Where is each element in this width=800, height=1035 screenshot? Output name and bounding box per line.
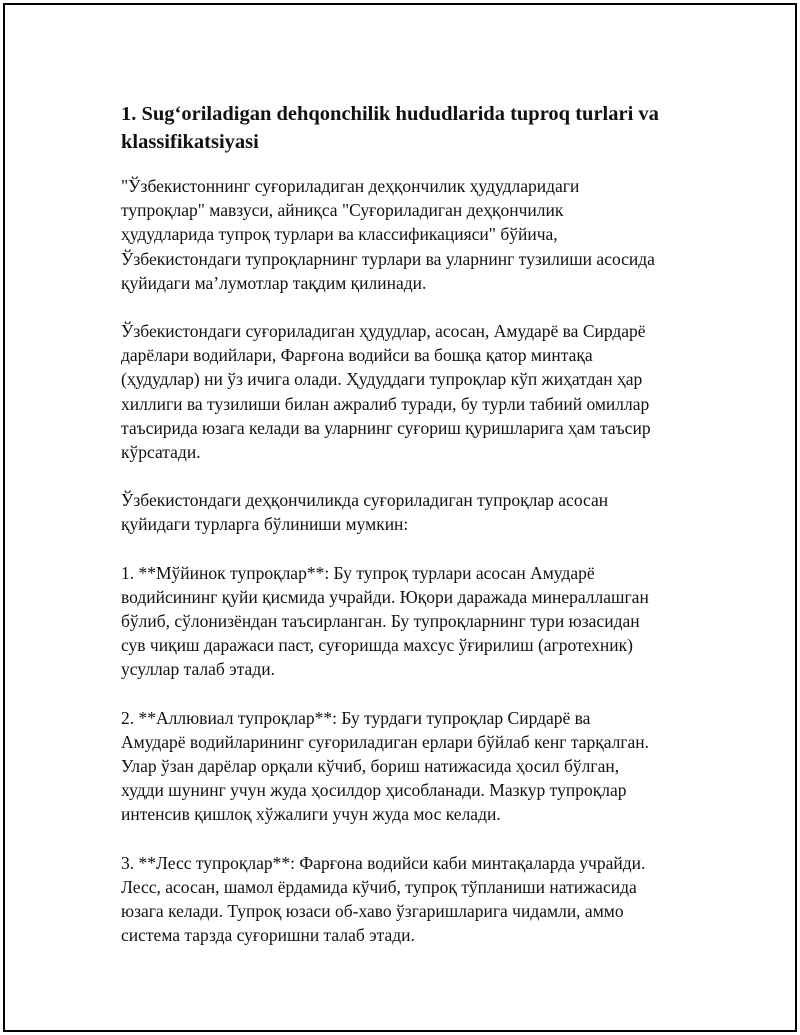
paragraph-intro: "Ўзбекистоннинг суғориладиган деҳқончилик ҳудудларидаги тупроқлар" мавзуси, айниқса "Суғориладиган деҳқончилик ҳудудларида тупроқ турлари ва классификацияси" бўйича, Ўзбекистондаги тупроқларнинг турлари ва уларнинг тузилиши асосида қуйидаги маʼлумотлар тақдим қилинади. bbox=[121, 176, 655, 293]
paragraph-soil-types-intro: Ўзбекистондаги деҳқончиликда суғориладиган тупроқлар асосан қуйидаги турларга бўлиниши мумкин: bbox=[121, 490, 609, 535]
list-item-moyinok-soils: 1. **Мўйинок тупроқлар**: Бу тупроқ турлари асосан Амударё водийсининг қуйи қисмида учрайди. Юқори даражада минераллашган бўлиб, сўлонизёндан таъсирланган. Бу тупроқларнинг тури юзасидан сув чиқиш даражаси паст, суғоришда махсус ўғирилиш (агротехник) усуллар талаб этади. bbox=[121, 562, 649, 680]
list-item-loess-soils: 3. **Лесс тупроқлар**: Фарғона водийси каби минтақаларда учрайди. Лесс, асосан, шамол ёрдамида кўчиб, тупроқ тўпланиши натижасида юзага келади. Тупроқ юзаси об-хаво ўзгаришларига чидамли, аммо система тарзда суғоришни талаб этади. bbox=[121, 852, 646, 946]
document-page bbox=[3, 3, 797, 1032]
list-item-alluvial-soils: 2. **Аллювиал тупроқлар**: Бу турдаги тупроқлар Сирдарё ва Амударё водийларининг суғориладиган ерлари бўйлаб кенг тарқалган. Улар ўзан дарёлар орқали кўчиб, бориш натижасида ҳосил бўлган, худди шунинг учун жуда ҳосилдор ҳисобланади. Мазкур тупроқлар интенсив қишлоқ хўжалиги учун жуда мос келади. bbox=[121, 707, 650, 825]
document-body bbox=[121, 100, 701, 971]
paragraph-regions: Ўзбекистондаги суғориладиган ҳудудлар, асосан, Амударё ва Сирдарё дарёлари водийлари, Фарғона водийси ва бошқа қатор минтақа (ҳудудлар) ни ўз ичига олади. Ҳудуддаги тупроқлар кўп жиҳатдан ҳар хиллиги ва тузилиши билан ажралиб туради, бу турли табиий омиллар таъсирида юзага келади ва уларнинг суғориш қуришларига ҳам таъсир кўрсатади. bbox=[121, 321, 651, 463]
section-title: 1. Sug‘oriladigan dehqonchilik hududlarida tuproq turlari va klassifikatsiyasi bbox=[121, 103, 659, 153]
